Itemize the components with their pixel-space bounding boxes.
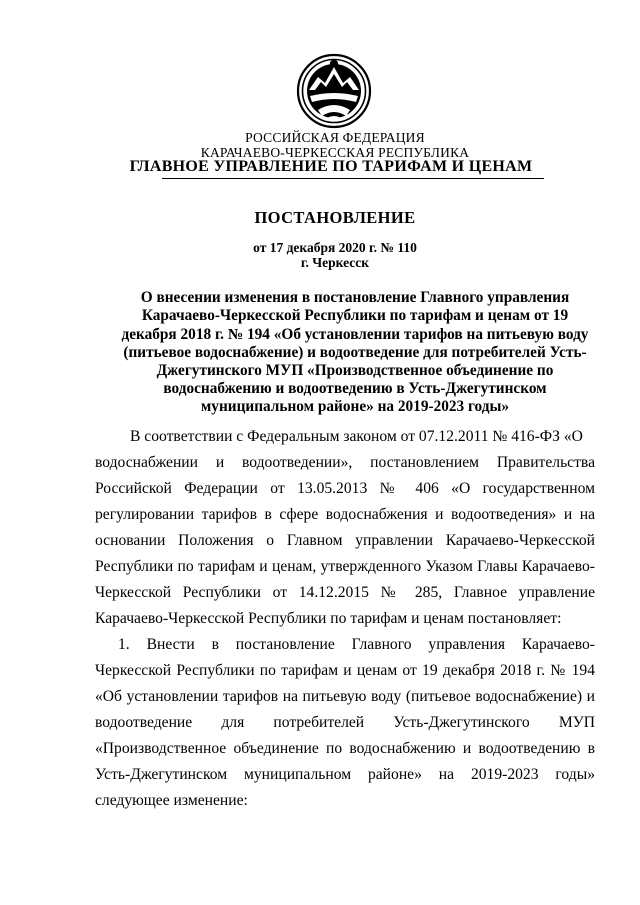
body-line: 1. Внести в постановление Главного управления Карачаево- [118,636,595,653]
body-line: «Об установлении тарифов на питьевую воду (питьевое водоснабжение) и [95,688,595,705]
body-line: «Производственное объединение по водоснабжению и водоотведению в [95,740,595,757]
header-authority: ГЛАВНОЕ УПРАВЛЕНИЕ ПО ТАРИФАМ И ЦЕНАМ [129,158,533,175]
body-line: регулировании тарифов в сфере водоснабжения и водоотведения» и на [95,506,595,523]
header-republic: КАРАЧАЕВО-ЧЕРКЕССКАЯ РЕСПУБЛИКА [200,145,470,160]
subject-line: О внесении изменения в постановление Главного управления [140,289,570,306]
document-title: ПОСТАНОВЛЕНИЕ [254,208,416,227]
document-city: г. Черкесск [300,255,370,270]
body-line: следующее изменение: [95,792,248,809]
subject-line: декабря 2018 г. № 194 «Об установлении тарифов на питьевую воду [121,326,589,343]
document-date: от 17 декабря 2020 г. № 110 [253,240,417,255]
body-line: Российской Федерации от 13.05.2013 № 406 «О государственном [95,480,595,497]
body-line: Усть-Джегутинском муниципальном районе» на 2019-2023 годы» [95,766,595,783]
body-line: Черкесской Республики по тарифам и ценам от 19 декабря 2018 г. № 194 [95,662,595,679]
subject-line: (питьевое водоснабжение) и водоотведение для потребителей Усть- [123,344,587,361]
body-line: основании Положения о Главном управлении Карачаево-Черкесской [95,532,595,549]
body-line: Черкесской Республики от 14.12.2015 № 285, Главное управление [95,584,595,601]
subject-line: муниципальном районе» на 2019-2023 годы» [200,398,510,415]
subject-line: Джегутинского МУП «Производственное объединение по [156,362,554,379]
coat-of-arms-icon [296,50,372,132]
subject-line: Карачаево-Черкесской Республики по тарифам и ценам от 19 [141,307,569,324]
body-line: Республики по тарифам и ценам, утвержденного Указом Главы Карачаево- [95,558,595,575]
body-line: водоотведение для потребителей Усть-Джегутинского МУП [95,714,595,731]
header-country: РОССИЙСКАЯ ФЕДЕРАЦИЯ [245,130,425,145]
body-line: Карачаево-Черкесской Республики по тарифам и ценам постановляет: [95,610,562,627]
header-divider [162,178,544,179]
body-line: В соответствии с Федеральным законом от 07.12.2011 № 416-ФЗ «О [130,428,583,445]
body-line: водоснабжении и водоотведении», постановлением Правительства [95,454,595,471]
subject-line: водоснабжению и водоотведению в Усть-Джегутинском [163,380,547,397]
